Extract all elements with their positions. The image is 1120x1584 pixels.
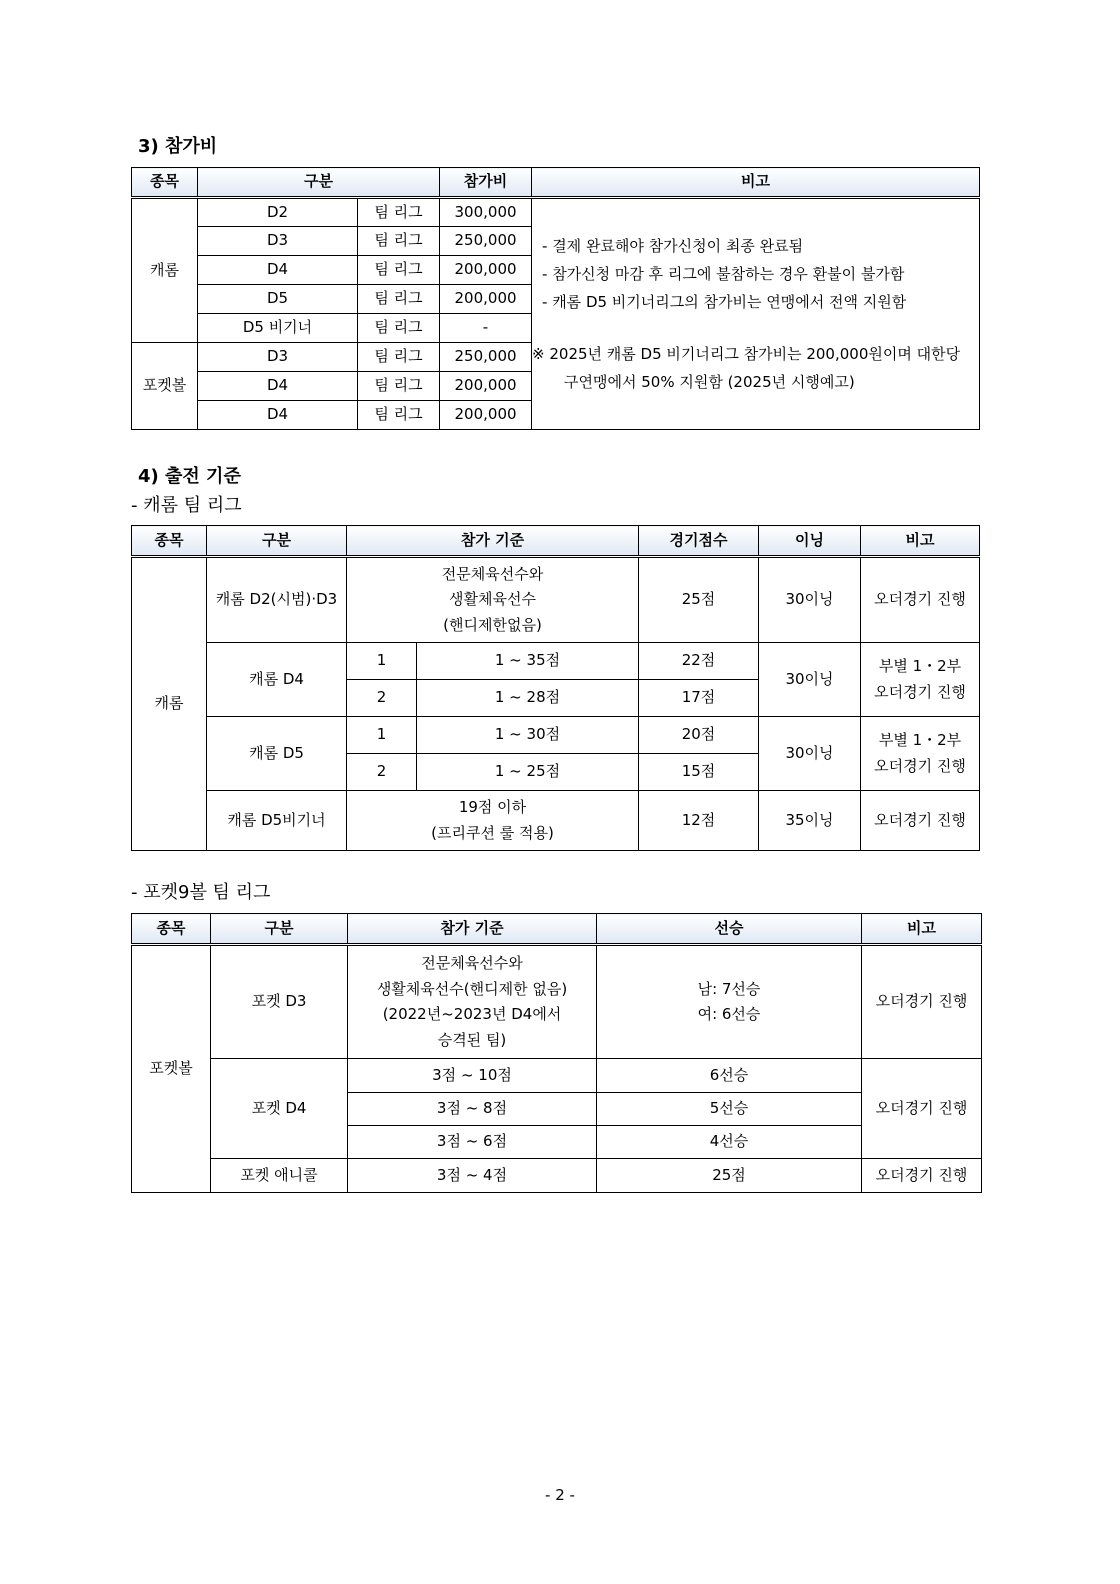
fee-cell: 200,000 — [440, 372, 532, 401]
page-number: - 2 - — [545, 1486, 575, 1504]
header-remarks: 비고 — [532, 168, 980, 198]
criteria-line: 전문체육선수와 — [441, 564, 544, 583]
division-cell: D4 — [198, 372, 358, 401]
fee-cell: 250,000 — [440, 227, 532, 256]
criteria-cell — [348, 945, 597, 1059]
header-wins: 선승 — [597, 914, 862, 945]
score-cell: 22점 — [639, 643, 759, 680]
remark-line: 구연맹에서 50% 지원함 (2025년 시행예고) — [564, 373, 855, 391]
fee-cell: 300,000 — [440, 198, 532, 227]
note-line: - 결제 완료해야 참가신청이 최종 완료됨 — [542, 237, 804, 255]
inning-cell: 30이닝 — [759, 643, 861, 717]
criteria-line: 승격된 팀) — [437, 1030, 507, 1049]
part-number-cell: 2 — [347, 680, 417, 717]
score-cell: 20점 — [639, 717, 759, 754]
carom-subtitle: - 캐롬 팀 리그 — [131, 495, 242, 516]
remarks-cell — [532, 198, 980, 430]
score-cell: 12점 — [639, 791, 759, 851]
wins-cell — [597, 945, 862, 1059]
division-cell: 캐롬 D5비기너 — [207, 791, 347, 851]
criteria-line: (핸디제한없음) — [443, 615, 542, 634]
league-type-cell: 팀 리그 — [358, 227, 440, 256]
section-4-title: 4) 출전 기준 — [138, 466, 241, 487]
criteria-line: 생활체육선수 — [449, 590, 536, 609]
league-type-cell: 팀 리그 — [358, 372, 440, 401]
sport-cell: 포켓볼 — [132, 945, 211, 1193]
division-cell: D2 — [198, 198, 358, 227]
inning-cell: 35이닝 — [759, 791, 861, 851]
inning-cell: 30이닝 — [759, 557, 861, 643]
wins-cell: 5선승 — [597, 1093, 862, 1126]
division-cell: 캐롬 D2(시범)·D3 — [207, 557, 347, 643]
header-sport: 종목 — [132, 168, 198, 198]
remarks-cell: 오더경기 진행 — [861, 791, 980, 851]
league-type-cell: 팀 리그 — [358, 256, 440, 285]
remark-line: 부별 1・2부 — [878, 731, 962, 749]
range-cell: 3점 ~ 4점 — [348, 1159, 597, 1193]
division-cell: 캐롬 D5 — [207, 717, 347, 791]
header-criteria: 참가 기준 — [347, 526, 639, 557]
remarks-cell — [861, 717, 980, 791]
range-cell: 1 ~ 30점 — [417, 717, 639, 754]
league-type-cell: 팀 리그 — [358, 198, 440, 227]
part-number-cell: 1 — [347, 643, 417, 680]
criteria-cell — [347, 557, 639, 643]
pocket-subtitle: - 포켓9볼 팀 리그 — [131, 882, 271, 903]
sport-cell: 포켓볼 — [132, 343, 198, 430]
note-line: - 캐롬 D5 비기너리그의 참가비는 연맹에서 전액 지원함 — [542, 293, 907, 311]
division-cell: D3 — [198, 227, 358, 256]
part-number-cell: 1 — [347, 717, 417, 754]
range-cell: 1 ~ 25점 — [417, 754, 639, 791]
header-division: 구분 — [207, 526, 347, 557]
header-sport: 종목 — [132, 914, 211, 945]
fee-cell: 200,000 — [440, 285, 532, 314]
league-type-cell: 팀 리그 — [358, 314, 440, 343]
range-cell: 1 ~ 35점 — [417, 643, 639, 680]
league-type-cell: 팀 리그 — [358, 343, 440, 372]
header-division: 구분 — [198, 168, 440, 198]
note-line: - 참가신청 마감 후 리그에 불참하는 경우 환불이 불가함 — [542, 265, 905, 283]
division-cell: D4 — [198, 256, 358, 285]
division-cell: 포켓 D4 — [211, 1059, 348, 1159]
division-cell: D5 비기너 — [198, 314, 358, 343]
remarks-cell: 오더경기 진행 — [862, 945, 982, 1059]
wins-line: 남: 7선승 — [697, 979, 761, 998]
criteria-line: 전문체육선수와 — [421, 954, 523, 972]
criteria-cell — [347, 791, 639, 851]
header-remarks: 비고 — [862, 914, 982, 945]
criteria-line: 생활체육선수(핸디제한 없음) — [376, 979, 568, 998]
wins-cell: 25점 — [597, 1159, 862, 1193]
range-cell: 3점 ~ 10점 — [348, 1059, 597, 1093]
inning-cell: 30이닝 — [759, 717, 861, 791]
division-cell: 포켓 애니콜 — [211, 1159, 348, 1193]
criteria-line: (프리쿠션 룰 적용) — [431, 823, 554, 842]
section-3-title: 3) 참가비 — [138, 136, 218, 157]
criteria-line: (2022년~2023년 D4에서 — [382, 1005, 562, 1023]
fee-table — [131, 167, 980, 430]
division-cell: 캐롬 D4 — [207, 643, 347, 717]
score-cell: 25점 — [639, 557, 759, 643]
header-remarks: 비고 — [861, 526, 980, 557]
range-cell: 3점 ~ 8점 — [348, 1093, 597, 1126]
header-division: 구분 — [211, 914, 348, 945]
division-cell: D4 — [198, 401, 358, 430]
remarks-cell: 오더경기 진행 — [861, 557, 980, 643]
division-cell: D3 — [198, 343, 358, 372]
score-cell: 15점 — [639, 754, 759, 791]
header-sport: 종목 — [132, 526, 207, 557]
part-number-cell: 2 — [347, 754, 417, 791]
wins-line: 여: 6선승 — [697, 1005, 761, 1023]
fee-cell: 250,000 — [440, 343, 532, 372]
league-type-cell: 팀 리그 — [358, 401, 440, 430]
fee-cell: 200,000 — [440, 401, 532, 430]
sport-cell: 캐롬 — [132, 557, 207, 851]
division-cell: 포켓 D3 — [211, 945, 348, 1059]
score-cell: 17점 — [639, 680, 759, 717]
pocket-criteria-table — [131, 913, 982, 1193]
fee-cell: 200,000 — [440, 256, 532, 285]
wins-cell: 6선승 — [597, 1059, 862, 1093]
header-criteria: 참가 기준 — [348, 914, 597, 945]
remark-line: 부별 1・2부 — [878, 657, 962, 675]
carom-criteria-table — [131, 525, 980, 851]
remarks-cell — [861, 643, 980, 717]
header-fee: 참가비 — [440, 168, 532, 198]
remark-line: 오더경기 진행 — [874, 756, 966, 775]
wins-cell: 4선승 — [597, 1126, 862, 1159]
header-score: 경기점수 — [639, 526, 759, 557]
range-cell: 1 ~ 28점 — [417, 680, 639, 717]
remarks-cell: 오더경기 진행 — [862, 1159, 982, 1193]
remark-line: ※ 2025년 캐롬 D5 비기너리그 참가비는 200,000원이며 대한당 — [532, 345, 961, 363]
sport-cell: 캐롬 — [132, 198, 198, 343]
remarks-cell: 오더경기 진행 — [862, 1059, 982, 1159]
league-type-cell: 팀 리그 — [358, 285, 440, 314]
division-cell: D5 — [198, 285, 358, 314]
range-cell: 3점 ~ 6점 — [348, 1126, 597, 1159]
fee-cell: - — [440, 314, 532, 343]
criteria-line: 19점 이하 — [458, 798, 527, 816]
remark-line: 오더경기 진행 — [874, 682, 966, 701]
header-inning: 이닝 — [759, 526, 861, 557]
